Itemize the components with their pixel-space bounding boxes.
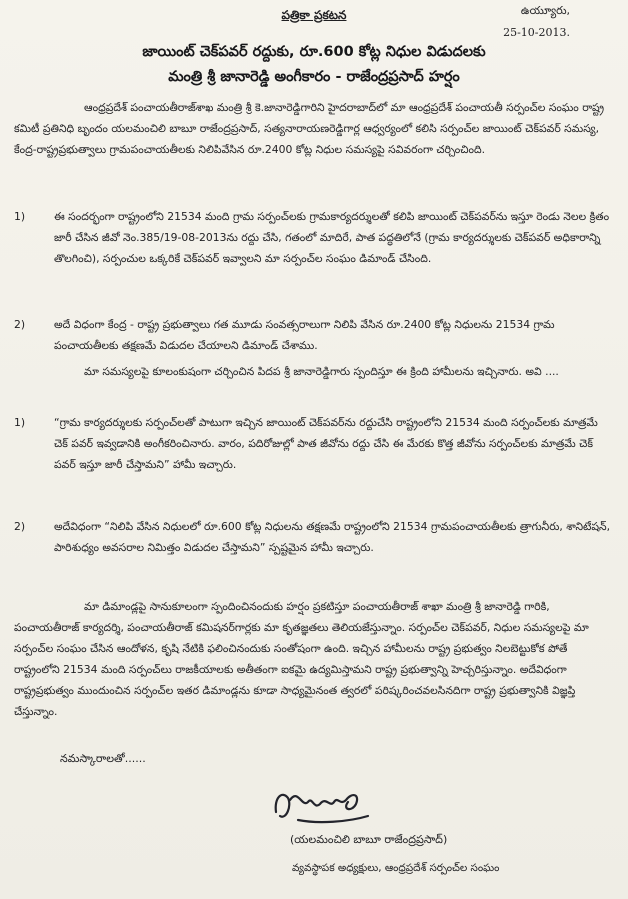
place-label: ఉయ్యూరు, — [520, 4, 570, 17]
list-number: 2) — [14, 318, 26, 331]
list-number: 1) — [14, 416, 26, 429]
list-number: 2) — [14, 520, 26, 533]
paragraph-intro-text: ఆంధ్రప్రదేశ్ పంచాయతీరాజ్‌శాఖ మంత్రి శ్రీ కె.జానారెడ్డిగారిని హైదరాబాద్‌లో మా ఆంధ్రప్రదేశ్ పంచాయతీ సర్పంచ్‌ల సంఘం రాష్ట్ర కమిటీ ప్రతినిధి బృందం యలమంచిలి బాబూ రాజేంద్రప్రసాద్, సత్యనారాయణరెడ్డిగార్ల ఆధ్వర్యంలో కలిసి సర్పంచ్‌ల జాయింట్ చెక్‌పవర్ సమస్య, కేంద్ర-రాష్ట్రప్రభుత్వాలు గ్రామపంచాయతీలకు నిలిపివేసిన రూ.2400 కోట్ల నిధుల సమస్యపై సవివరంగా చర్చించింది. — [14, 101, 605, 156]
list-item-text: ఈ సందర్భంగా రాష్ట్రంలోని 21534 మంది గ్రామ సర్పంచ్‌లకు గ్రామకార్యదర్శులతో కలిపి జాయింట్ చెక్‌పవర్‌ను ఇస్తూ రెండు నెలల క్రితం జారీ చేసిన జీవో నెం.385/19-08-2013ను రద్దు చేసి, గతంలో మాదిరే, పాత పద్ధతిలోనే (గ్రామ కార్యదర్శులకు చెక్‌పవర్ అధికారాన్ని తొలగించి), సర్పంచుల ఒక్కరికే చెక్‌పవర్ ఇవ్వాలని మా సర్పంచ్‌ల సంఘం డిమాండ్ చేసింది. — [54, 210, 610, 265]
paragraph-intro — [14, 97, 614, 160]
document-title: పత్రికా ప్రకటన — [281, 8, 347, 22]
list-item-text: “గ్రామ కార్యదర్శులకు సర్పంచ్‌లతో పాటుగా ఇచ్చిన జాయింట్ చెక్‌పవర్‌ను రద్దుచేసి రాష్ట్రంలోని 21534 మంది సర్పంచ్‌లకు మాత్రమే చెక్ పవర్ ఇవ్వడానికి అంగీకరించినారు. వారం, పదిరోజుల్లో పాత జీవోను రద్దు చేసి ఈ మేరకు కొత్త జీవోను సర్పంచ్‌లకు మాత్రమే చెక్ పవర్ ఇస్తూ జారీ చేస్తామని” హామీ ఇచ్చారు. — [54, 416, 598, 471]
closing-greeting: నమస్కారాలతో...... — [60, 752, 146, 765]
paragraph-response — [14, 361, 614, 382]
signatory-title: వ్యవస్థాపక అధ్యక్షులు, ఆంధ్రప్రదేశ్ సర్పంచ్‌ల సంఘం — [292, 862, 500, 874]
signatory-name: (యలమంచిలి బాబూ రాజేంద్రప్రసాద్) — [290, 833, 448, 846]
paragraph-response-text: మా సమస్యలపై కూలంకుషంగా చర్చించిన పిదప శ్రీ జానారెడ్డిగారు స్పందిస్తూ ఈ క్రింది హామీలను ఇచ్చినారు. అవి .... — [84, 365, 559, 378]
list-item-text: అదేవిధంగా “నిలిపి వేసిన నిధులలో రూ.600 కోట్ల నిధులను తక్షణమే రాష్ట్రంలోని 21534 గ్రామపంచాయతీలకు త్రాగునీరు, శానిటేషన్, పారిశుధ్యం అవసరాల నిమిత్తం విడుదల చేస్తామని” స్పష్టమైన హామీ ఇచ్చారు. — [54, 520, 611, 554]
headline-line-2: మంత్రి శ్రీ జానారెడ్డి అంగీకారం - రాజేంద్రప్రసాద్ హర్షం — [168, 69, 460, 85]
date-label: 25-10-2013. — [503, 26, 570, 39]
paragraph-thanks — [14, 596, 614, 722]
list-item-text: అదే విధంగా కేంద్ర - రాష్ట్ర ప్రభుత్వాలు గత మూడు సంవత్సరాలుగా నిలిపి వేసిన రూ.2400 కోట్ల నిధులను 21534 గ్రామ పంచాయతీలకు తక్షణమే విడుదల చేయాలని డిమాండ్ చేశాము. — [54, 318, 555, 352]
handwritten-signature — [268, 776, 378, 832]
paragraph-thanks-text: మా డిమాండ్లపై సానుకూలంగా స్పందించినందుకు హర్షం ప్రకటిస్తూ పంచాయతీరాజ్ శాఖా మంత్రి శ్రీ జానారెడ్డి గారికి, పంచాయతీరాజ్ కార్యదర్శి, పంచాయతీరాజ్ కమిషనర్‌గార్లకు మా కృతజ్ఞతలు తెలియజేస్తున్నాం. సర్పంచ్‌ల చెక్‌పవర్, నిధుల సమస్యలపై మా సర్పంచ్‌ల సంఘం చేసిన ఆందోళన, కృషి నేటికి ఫలించినందుకు సంతోషంగా ఉంది. ఇచ్చిన హామీలను రాష్ట్ర ప్రభుత్వం నిలబెట్టుకోక పోతే రాష్ట్రంలోని 21534 మంది సర్పంచ్‌లు రాజకీయాలకు అతీతంగా ఐకమై ఉద్యమిస్తామని రాష్ట్ర ప్రభుత్వాన్ని హెచ్చరిస్తున్నాం. అదేవిధంగా రాష్ట్రప్రభుత్వం ముందుంచిన సర్పంచ్‌ల ఇతర డిమాండ్లను కూడా సాధ్యమైనంత త్వరలో పరిష్కరించవలసినదిగా రాష్ట్ర ప్రభుత్వానికి విజ్ఞప్తి చేస్తున్నాం. — [14, 600, 589, 718]
headline-line-1: జాయింట్ చెక్‌పవర్ రద్దుకు, రూ.600 కోట్ల నిధుల విడుదలకు — [142, 44, 486, 60]
list-number: 1) — [14, 210, 26, 223]
